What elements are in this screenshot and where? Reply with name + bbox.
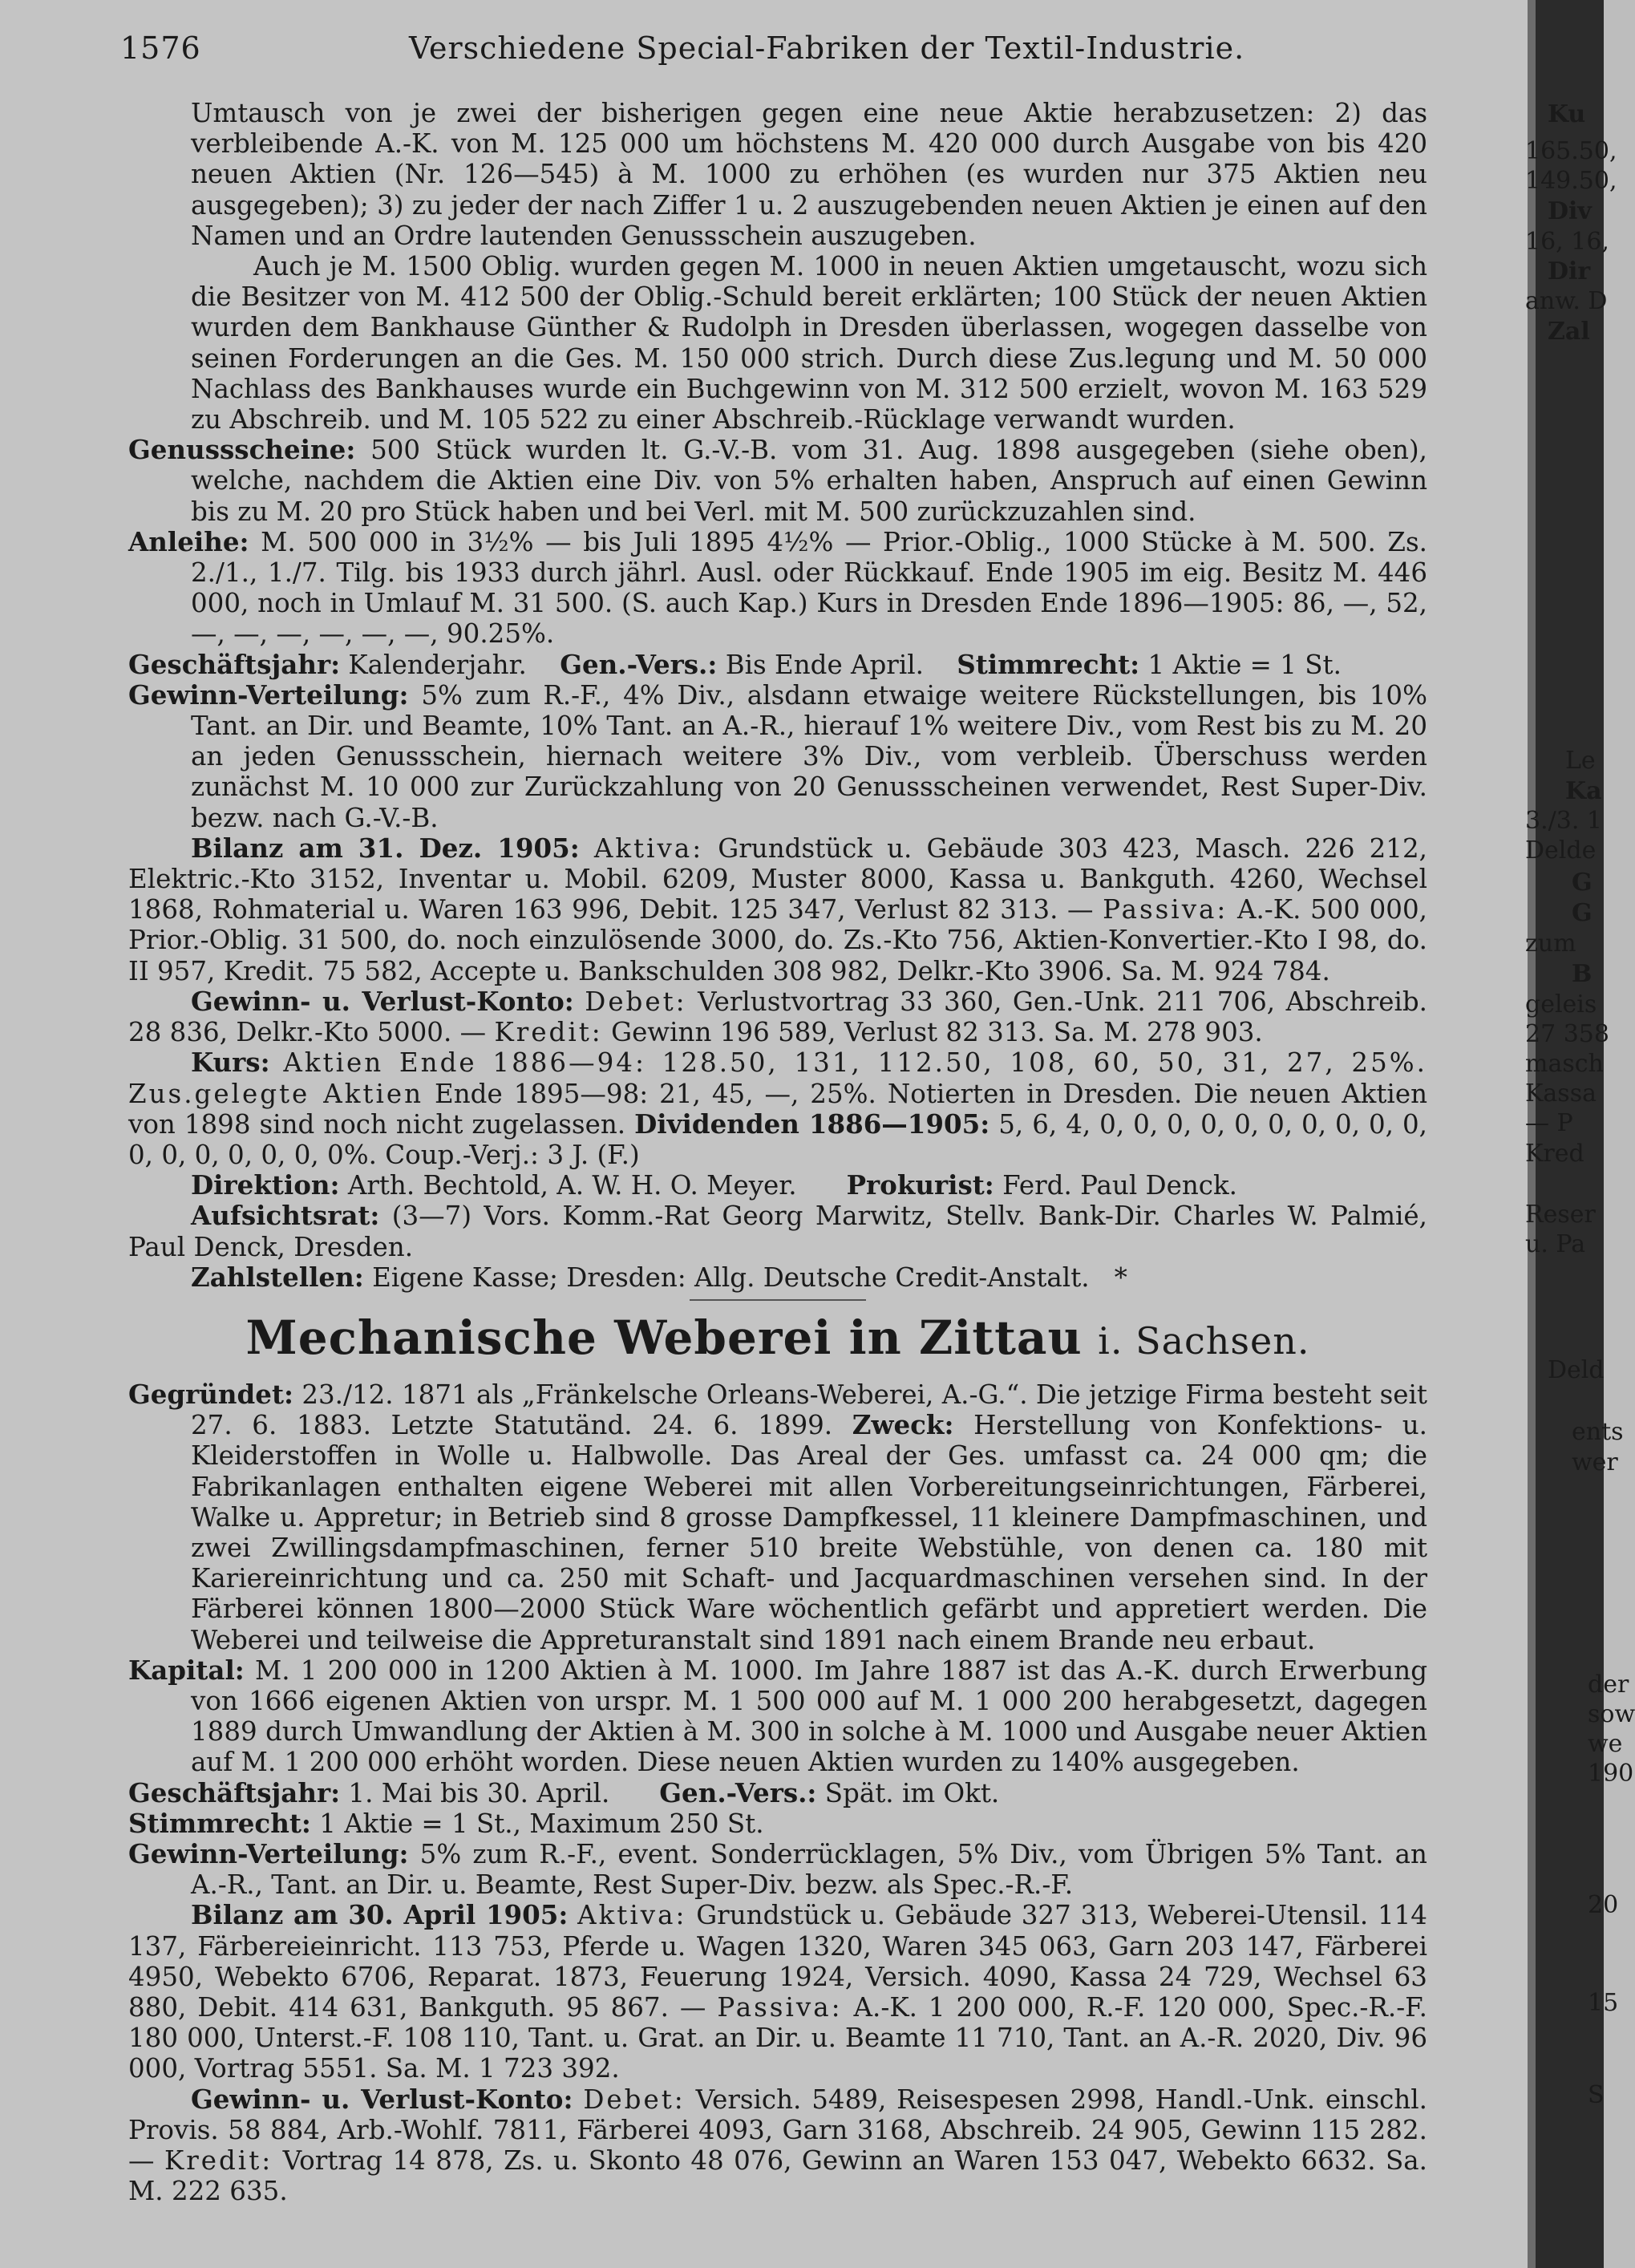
label-kredit: Kredit: [494,1017,603,1048]
text-bilanz-passiva-2: A.-K. 1 200 000, R.-F. 120 000, Spec.-R.-F. 180 000, Unterst.-F. 108 110, Tant. u. Grat. an Dir. u. Beamte 11 710, Tant. an A.-R. 2020, Div. 96 000, Vortrag 5551. Sa. M. 1 723 392. [128,1991,1427,2084]
label-debet-2: Debet: [583,2084,686,2115]
next-page-text: Ku [1548,100,1586,128]
text-guv-debet-2: Versich. 5489, Reisespesen 2998, Handl.-Unk. einschl. Provis. 58 884, Arb.-Wohlf. 7811, Färberei 4093, Garn 3168, Abschreib. 24 905, Gewinn 115 282. — [128,2084,1427,2176]
text-bilanz-aktiva-2: Grundstück u. Gebäude 327 313, Weberei-Utensil. 114 137, Färbereieinricht. 113 753, Pferde u. Wagen 1320, Waren 345 063, Garn 203 147, Färberei 4950, Webekto 6706, Reparat. 1873, Feuerung 1924, Versich. 4090, Kassa 24 729, Wechsel 63 880, Debit. 414 631, Bankguth. 95 867. — [128,1900,1427,2023]
text-kapital: M. 1 200 000 in 1200 Aktien à M. 1000. Im Jahre 1887 ist das A.-K. durch Erwerbung von 1666 eigenen Aktien von urspr. M. 1 500 000 auf M. 1 000 200 herabgesetzt, dagegen 1889 durch Umwandlung der Aktien à M. 300 in solche à M. 1000 und Ausgabe neuer Aktien auf M. 1 200 000 erhöht worden. Diese neuen Aktien wurden zu 140% ausgegeben. [191,1654,1427,1778]
text-guv-debet: Verlustvortrag 33 360, Gen.-Unk. 211 706, Abschreib. 28 836, Delkr.-Kto 5000. — [128,986,1427,1048]
label-passiva: Passiva: [1103,894,1228,925]
next-page-text: sow [1588,1700,1635,1728]
section-divider [690,1299,866,1301]
next-page-text: Deld [1548,1356,1605,1384]
text-bilanz-passiva: A.-K. 500 000, Prior.-Oblig. 31 500, do. noch einzulösende 3000, do. Zs.-Kto 756, Aktien-Konvertier.-Kto I 98, do. II 957, Kredit. 75 582, Accepte u. Bankschulden 308 982, Delkr.-Kto 3906. Sa. M. 924 784. [128,894,1427,986]
next-page-text: Div [1548,197,1592,225]
next-page-text: Dir [1548,257,1591,286]
next-page-text: Reser [1525,1201,1596,1229]
page-header [120,30,1532,71]
text-geschaeftsjahr: Kalenderjahr. [348,649,527,680]
text-gewinn-verteilung-2: 5% zum R.-F., event. Sonderrücklagen, 5% Div., vom Übrigen 5% Tant. an A.-R., Tant. an Dir. u. Beamte, Rest Super-Div. bezw. als Spec.-R.-F. [191,1838,1427,1901]
next-page-text: B [1572,960,1593,988]
adjacent-page-fragment [1508,0,1635,2268]
entry-anleihe [128,527,1427,650]
text-guv-kredit: Gewinn 196 589, Verlust 82 313. Sa. M. 278 903. [611,1017,1263,1048]
next-page-text: 20 [1588,1891,1619,1919]
paragraph-oblig-exchange: Auch je M. 1500 Oblig. wurden gegen M. 1000 in neuen Aktien umgetauscht, wozu sich die Besitzer von M. 412 500 der Oblig.-Schuld bereit erklärten; 100 Stück der neuen Aktien wurden dem Bankhause Günther & Rudolph in Dresden überlassen, wogegen dasselbe von seinen Forderungen an die Ges. M. 150 000 strich. Durch diese Zus.legung und M. 50 000 Nachlass des Bankhauses wurde ein Buchgewinn von M. 312 500 erzielt, wovon M. 163 529 zu Abschreib. und M. 105 522 zu einer Abschreib.-Rücklage verwandt wurden. [191,251,1427,435]
text-gen-vers: Bis Ende April. [725,649,924,680]
next-page-text: 3./3. 1 [1525,807,1602,835]
next-page-text: 165.50, [1525,137,1617,165]
next-page-text: ents [1572,1418,1624,1446]
text-prokurist: Ferd. Paul Denck. [1002,1170,1238,1201]
body-text [128,98,1427,2206]
next-page-text: 27 358 [1525,1020,1609,1048]
next-page-text: u. Pa [1525,1230,1586,1258]
label-zweck: Zweck: [852,1409,954,1441]
label-geschaeftsjahr-2: Geschäftsjahr: [128,1776,341,1808]
label-kurs: Kurs: [191,1047,270,1079]
label-guv: Gewinn- u. Verlust-Konto: [191,985,574,1017]
label-aktiva-2: Aktiva: [577,1900,687,1931]
label-guv-2: Gewinn- u. Verlust-Konto: [191,2083,573,2115]
label-bilanz: Bilanz am 31. Dez. 1905: [191,832,580,864]
label-genussscheine: Genussscheine: [128,434,356,466]
text-gen-vers-2: Spät. im Okt. [824,1777,1000,1808]
label-kredit-2: Kredit: [164,2145,273,2176]
entry-gewinn-verteilung-2 [128,1839,1427,1900]
entry-geschaeftsjahr [128,650,1427,680]
label-bilanz-2: Bilanz am 30. April 1905: [191,1899,569,1931]
next-page-text: Le [1565,747,1596,775]
label-zus-aktien: Zus.gelegte Aktien [128,1078,424,1109]
next-page-text: 15 [1588,1989,1619,2017]
text-anleihe: M. 500 000 in 3½% — bis Juli 1895 4½% — Prior.-Oblig., 1000 Stücke à M. 500. Zs. 2./1., 1./7. Tilg. bis 1933 durch jährl. Ausl. oder Rückkauf. Ende 1905 im eig. Besitz M. 446 000, noch in Umlauf M. 31 500. (S. auch Kap.) Kurs in Dresden Ende 1896—1905: 86, —, 52, —, —, —, —, —, —, 90.25%. [191,526,1427,650]
text-geschaeftsjahr-2: 1. Mai bis 30. April. [348,1777,610,1808]
text-stimmrecht: 1 Aktie = 1 St. [1147,649,1342,680]
text-genussscheine: 500 Stück wurden lt. G.-V.-B. vom 31. Aug. 1898 ausgegeben (siehe oben), welche, nachdem die Aktien eine Div. von 5% erhalten haben, Anspruch auf einen Gewinn bis zu M. 20 pro Stück haben und bei Verl. mit M. 500 zurückzuzahlen sind. [191,435,1427,527]
footnote-star: * [1114,1262,1127,1293]
next-page-text: wer [1572,1448,1618,1476]
text-stimmrecht-2: 1 Aktie = 1 St., Maximum 250 St. [319,1808,764,1839]
text-gewinn-verteilung: 5% zum R.-F., 4% Div., alsdann etwaige weitere Rückstellungen, bis 10% Tant. an Dir. und Beamte, 10% Tant. an A.-R., hierauf 1% weitere Div., vom Rest bis zu M. 20 an jeden Genussschein, hiernach weitere 3% Div., vom verbleib. Überschuss werden zunächst M. 10 000 zur Zurückzahlung von 20 Genussscheinen verwendet, Rest Super-Div. bezw. nach G.-V.-B. [191,679,1427,833]
entry-bilanz [128,833,1427,986]
text-direktion: Arth. Bechtold, A. W. H. O. Meyer. [347,1170,797,1201]
next-page-text: Kred [1525,1140,1584,1168]
entry-guv-2 [128,2084,1427,2207]
entry-aufsichtsrat [128,1201,1427,1262]
running-title: Verschiedene Special-Fabriken der Textil-Industrie. [409,30,1245,66]
page-number: 1576 [120,30,201,66]
entry-zahlstellen [128,1262,1427,1293]
text-kurs-zus: Ende 1895—98: 21, 45, —, 25%. Notierten in Dresden. Die neuen Aktien von 1898 sind noch nicht zugelassen. [128,1078,1427,1140]
next-page-text: Delde [1525,836,1597,865]
label-stimmrecht: Stimmrecht: [957,648,1140,680]
next-page-text: S [1588,2081,1605,2109]
entry-kapital [128,1655,1427,1778]
next-page-text: G [1572,869,1593,897]
next-page-text: anw. D [1525,287,1608,315]
label-gewinn-verteilung-2: Gewinn-Verteilung: [128,1837,409,1869]
label-zahlstellen: Zahlstellen: [191,1261,364,1293]
label-geschaeftsjahr: Geschäftsjahr: [128,648,341,680]
text-kurs-aktien: Aktien Ende 1886—94: 128.50, 131, 112.50, 108, 60, 50, 31, 27, 25%. [283,1047,1427,1079]
text-zahlstellen: Eigene Kasse; Dresden: Allg. Deutsche Credit-Anstalt. [372,1262,1090,1293]
entry-direktion [128,1170,1427,1201]
next-page-text: Kassa [1525,1079,1597,1108]
company-heading [128,1306,1427,1373]
text-zweck: Herstellung von Konfektions- u. Kleiderstoffen in Wolle u. Halbwolle. Das Areal der Ges. umfasst ca. 24 000 qm; die Fabrikanlagen enthalten eigene Weberei mit allen Vorbereitungseinrichtungen, Färberei, Walke u. Appretur; in Betrieb sind 8 grosse Dampfkessel, 11 kleinere Dampfmaschinen, und zwei Zwillingsdampfmaschinen, ferner 510 breite Webstühle, von denen ca. 180 mit Kariereinrichtung und ca. 250 mit Schaft- und Jacquardmaschinen versehen sind. In der Färberei können 1800—2000 Stück Ware wöchentlich gefärbt und appretiert werden. Die Weberei und teilweise die Appreturanstalt sind 1891 nach einem Brande neu erbaut. [191,1410,1427,1655]
next-page-text: masch [1525,1050,1604,1078]
next-page-text: G [1572,899,1593,927]
next-page-text: Ka [1565,777,1602,805]
label-debet: Debet: [585,986,687,1017]
next-page-text: we [1588,1730,1623,1758]
next-page-text: — P [1525,1109,1573,1137]
label-anleihe: Anleihe: [128,525,249,557]
paragraph-continuation: Umtausch von je zwei der bisherigen gegen eine neue Aktie herabzusetzen: 2) das verbleibende A.-K. von M. 125 000 um höchstens M. 420 000 durch Ausgabe von bis 420 neuen Aktien (Nr. 126—545) à M. 1000 zu erhöhen (es wurden nur 375 Aktien neu ausgegeben); 3) zu jeder der nach Ziffer 1 u. 2 auszugebenden neuen Aktien je einen auf den Namen und an Ordre lautenden Genussschein auszugeben. [191,98,1427,251]
next-page-text: Zal [1548,318,1590,346]
next-page-text: 190 [1588,1760,1634,1788]
text-aufsichtsrat: (3—7) Vors. Komm.-Rat Georg Marwitz, Stellv. Bank-Dir. Charles W. Palmié, Paul Denck, Dresden. [128,1201,1427,1262]
text-dividenden: 5, 6, 4, 0, 0, 0, 0, 0, 0, 0, 0, 0, 0, 0, 0, 0, 0, 0, 0, 0%. Coup.-Verj.: 3 J. (F.) [128,1108,1427,1170]
text-bilanz-aktiva: Grundstück u. Gebäude 303 423, Masch. 226 212, Elektric.-Kto 3152, Inventar u. Mobil. 6209, Muster 8000, Kassa u. Bankguth. 4260, Wechsel 1868, Rohmaterial u. Waren 163 996, Debit. 125 347, Verlust 82 313. — [128,832,1427,925]
next-page-text: der [1588,1671,1629,1699]
entry-guv [128,986,1427,1047]
label-gen-vers: Gen.-Vers.: [560,648,718,680]
company-location: i. Sachsen. [1098,1318,1310,1363]
label-aktiva: Aktiva: [593,832,704,864]
entry-gewinn-verteilung [128,680,1427,833]
label-dividenden: Dividenden 1886—1905: [634,1108,990,1140]
label-gegruendet: Gegründet: [128,1378,293,1410]
entry-kurs [128,1047,1427,1170]
next-page-text: geleis [1525,990,1597,1019]
label-kapital: Kapital: [128,1654,245,1686]
next-page-text: 149.50, [1525,167,1617,195]
label-passiva-2: Passiva: [717,1991,843,2023]
next-page-text: 16, 16, [1525,228,1609,256]
label-gen-vers-2: Gen.-Vers.: [659,1776,817,1808]
text-guv-kredit-2: Vortrag 14 878, Zs. u. Skonto 48 076, Gewinn an Waren 153 047, Webekto 6632. Sa. M. 222 635. [128,2145,1427,2207]
entry-bilanz-2 [128,1900,1427,2084]
label-gewinn-verteilung: Gewinn-Verteilung: [128,678,409,711]
label-stimmrecht-2: Stimmrecht: [128,1807,311,1839]
label-aufsichtsrat: Aufsichtsrat: [191,1200,380,1232]
entry-stimmrecht-2 [128,1808,1427,1839]
entry-gegruendet [128,1379,1427,1655]
entry-geschaeftsjahr-2 [128,1778,1427,1808]
label-prokurist: Prokurist: [846,1169,994,1201]
company-name: Mechanische Weberei in Zittau [245,1310,1083,1365]
label-direktion: Direktion: [191,1169,340,1201]
text-gegruendet: 23./12. 1871 als „Fränkelsche Orleans-Weberei, A.-G.“. Die jetzige Firma besteht seit 27. 6. 1883. Letzte Statutänd. 24. 6. 1899. [191,1379,1427,1441]
entry-genussscheine [128,435,1427,527]
next-page-text: zum [1525,929,1576,958]
